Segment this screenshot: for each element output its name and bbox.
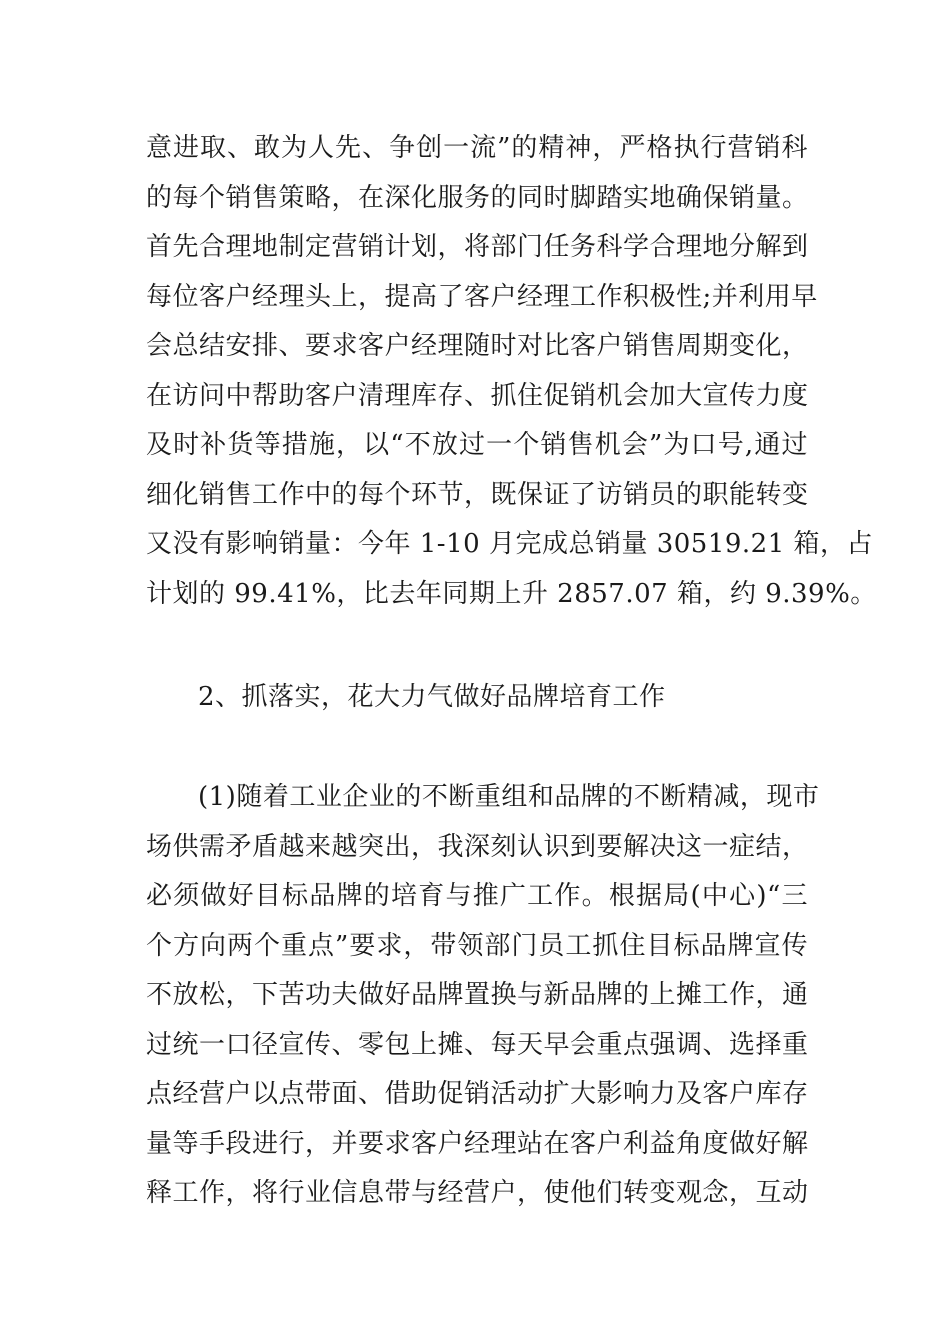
paragraph-line: 在访问中帮助客户清理库存、抓住促销机会加大宣传力度 — [146, 380, 809, 411]
paragraph-line: 首先合理地制定营销计划，将部门任务科学合理地分解到 — [146, 232, 809, 262]
paragraph-line: 必须做好目标品牌的培育与推广工作。根据局(中心)“三 — [146, 881, 808, 911]
paragraph-line: 又没有影响销量：今年 1-10 月完成总销量 30519.21 箱，占 — [146, 529, 874, 559]
paragraph-line: 细化销售工作中的每个环节，既保证了访销员的职能转变 — [146, 479, 809, 510]
paragraph-brand-cultivation — [146, 773, 820, 1219]
section-heading-text: 2、抓落实，花大力气做好品牌培育工作 — [198, 682, 666, 712]
paragraph-line: 点经营户以点带面、借助促销活动扩大影响力及客户库存 — [146, 1079, 809, 1109]
paragraph-sales-results — [146, 124, 877, 619]
paragraph-line: (1)随着工业企业的不断重组和品牌的不断精减，现市 — [198, 782, 820, 812]
paragraph-line: 个方向两个重点”要求，带领部门员工抓住目标品牌宣传 — [146, 930, 808, 961]
paragraph-line: 过统一口径宣传、零包上摊、每天早会重点强调、选择重 — [146, 1029, 809, 1060]
paragraph-line: 计划的 99.41%，比去年同期上升 2857.07 箱，约 9.39%。 — [146, 578, 877, 609]
paragraph-line: 量等手段进行，并要求客户经理站在客户利益角度做好解 — [146, 1128, 809, 1159]
paragraph-line: 释工作，将行业信息带与经营户，使他们转变观念，互动 — [146, 1178, 809, 1208]
paragraph-line: 意进取、敢为人先、争创一流”的精神，严格执行营销科 — [146, 133, 808, 163]
paragraph-line: 的每个销售策略，在深化服务的同时脚踏实地确保销量。 — [146, 182, 809, 213]
paragraph-line: 不放松，下苦功夫做好品牌置换与新品牌的上摊工作，通 — [146, 980, 809, 1010]
paragraph-line: 场供需矛盾越来越突出，我深刻认识到要解决这一症结， — [146, 831, 809, 862]
paragraph-line: 会总结安排、要求客户经理随时对比客户销售周期变化， — [146, 331, 809, 361]
section-heading — [146, 673, 808, 723]
paragraph-line: 每位客户经理头上，提高了客户经理工作积极性;并利用早 — [146, 281, 818, 312]
paragraph-line: 及时补货等措施，以“不放过一个销售机会”为口号,通过 — [146, 430, 808, 460]
